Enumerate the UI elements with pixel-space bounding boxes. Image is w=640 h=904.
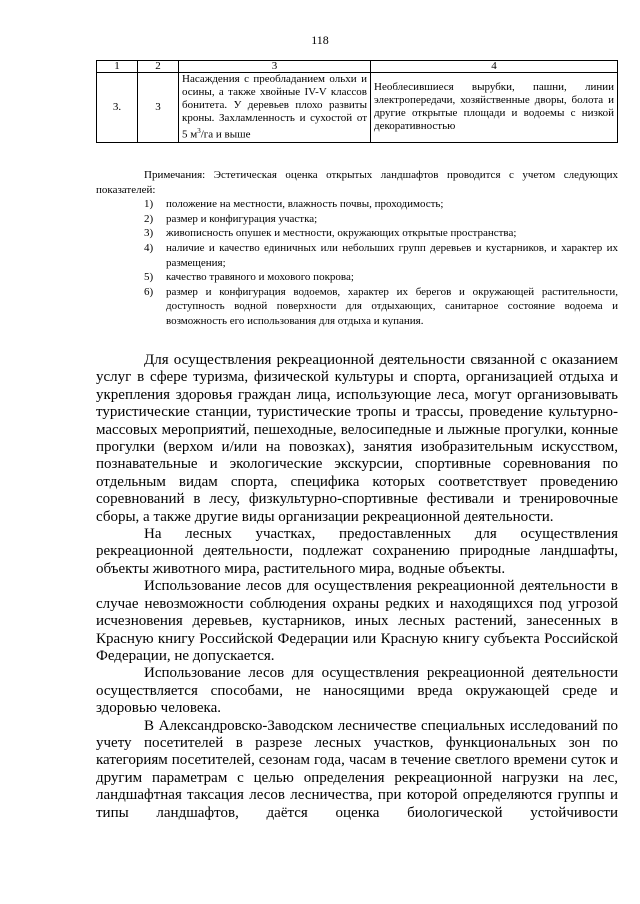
note-number: 4) <box>144 241 154 254</box>
unit-superscript: 3 <box>197 127 201 135</box>
note-item <box>96 241 618 270</box>
note-text: положение на местности, влажность почвы, проходимость; <box>166 198 444 211</box>
paragraph-red-book: Использование лесов для осуществления рекреационной деятельности в случае невозможности соблюдения охраны редких и находящихся под угрозой исчезновения деревьев, кустарников, иных лесных растений, занесенных в Красную книгу Российской Федерации или Красную книгу субъекта Российской Федерации, не допускается. <box>96 578 618 664</box>
note-text: наличие и качество единичных или небольших групп деревьев и кустарников, и характер их размещения; <box>166 241 618 269</box>
paragraph-preservation: На лесных участках, предоставленных для осуществления рекреационной деятельности, подлежат сохранению природные ландшафты, объекты животного мира, растительного мира, водные объекты. <box>96 526 618 577</box>
note-item <box>96 197 618 212</box>
table-cell-class: 3 <box>138 73 179 143</box>
table-cell-stand-description <box>179 73 371 143</box>
body-text <box>96 352 618 822</box>
note-number: 6) <box>144 285 154 298</box>
note-text: качество травяного и мохового покрова; <box>166 271 354 284</box>
note-text: размер и конфигурация участка; <box>166 212 318 225</box>
stand-description-text: Насаждения с преобладанием ольхи и осины, а также хвойные IV-V классов бонитета. У деревьев плохо развиты кроны. Захламленность и сухостой от 5 м <box>182 73 367 141</box>
table-header-cell: 4 <box>371 61 618 73</box>
paragraph-forestry-studies: В Александровско-Заводском лесничестве специальных исследований по учету посетителей в разрезе лесных участков, функциональных зон по категориям посетителей, сезонам года, часам в течение светлого времени суток и другим параметрам с целью определения рекреационной нагрузки на лес, ландшафтная таксация лесов лесничества, при которой определяются группы и типы ландшафтов, даётся оценка биологической устойчивости <box>96 717 618 821</box>
note-number: 3) <box>144 227 154 240</box>
landscape-table <box>96 60 618 143</box>
notes-section <box>96 168 618 329</box>
table-header-cell: 2 <box>138 61 179 73</box>
table-row <box>97 73 618 143</box>
table-header-cell: 1 <box>97 61 138 73</box>
paragraph-recreation-activities: Для осуществления рекреационной деятельности связанной с оказанием услуг в сфере туризма, физической культуры и спорта, организацией отдыха и укрепления здоровья граждан лица, использующие леса, могут организовывать туристические станции, туристические тропы и трассы, проведение культурно-массовых мероприятий, пешеходные, велосипедные и лыжные прогулки, конные прогулки (верхом и/или на повозках), занятия изобразительным искусством, познавательные и экологические экскурсии, спортивные соревнования по отдельным видам спорта, специфика которых соответствует проведению соревнований в лесу, физкультурно-спортивные фестивали и тренировочные сборы, а также другие виды организации рекреационной деятельности. <box>96 352 618 525</box>
paragraph-environment: Использование лесов для осуществления рекреационной деятельности осуществляется способами, не наносящими вреда окружающей среде и здоровью человека. <box>96 665 618 717</box>
note-item <box>96 212 618 227</box>
note-text: живописность опушек и местности, окружающих открытые пространства; <box>166 227 517 240</box>
note-item <box>96 285 618 329</box>
table-cell-open-landscape: Необлесившиеся вырубки, пашни, линии электропередачи, хозяйственные дворы, болота и другие открытые площади и водоемы с низкой декоративностью <box>371 73 618 143</box>
page-number: 118 <box>311 33 329 47</box>
note-text: размер и конфигурация водоемов, характер их берегов и окружающей растительности, доступность водной поверхности для отдыхающих, санитарное состояние водоема и возможность его использования для отдыха и купания. <box>166 285 618 327</box>
notes-intro: Примечания: Эстетическая оценка открытых ландшафтов проводится с учетом следующих показателей: <box>96 169 618 196</box>
stand-description-tail: /га и выше <box>200 128 251 141</box>
table-cell-number: 3. <box>97 73 138 143</box>
table-header-cell: 3 <box>179 61 371 73</box>
table-header-row <box>97 61 618 73</box>
note-number: 5) <box>144 271 154 284</box>
note-number: 1) <box>144 198 154 211</box>
note-number: 2) <box>144 212 154 225</box>
note-item <box>96 270 618 285</box>
note-item <box>96 226 618 241</box>
